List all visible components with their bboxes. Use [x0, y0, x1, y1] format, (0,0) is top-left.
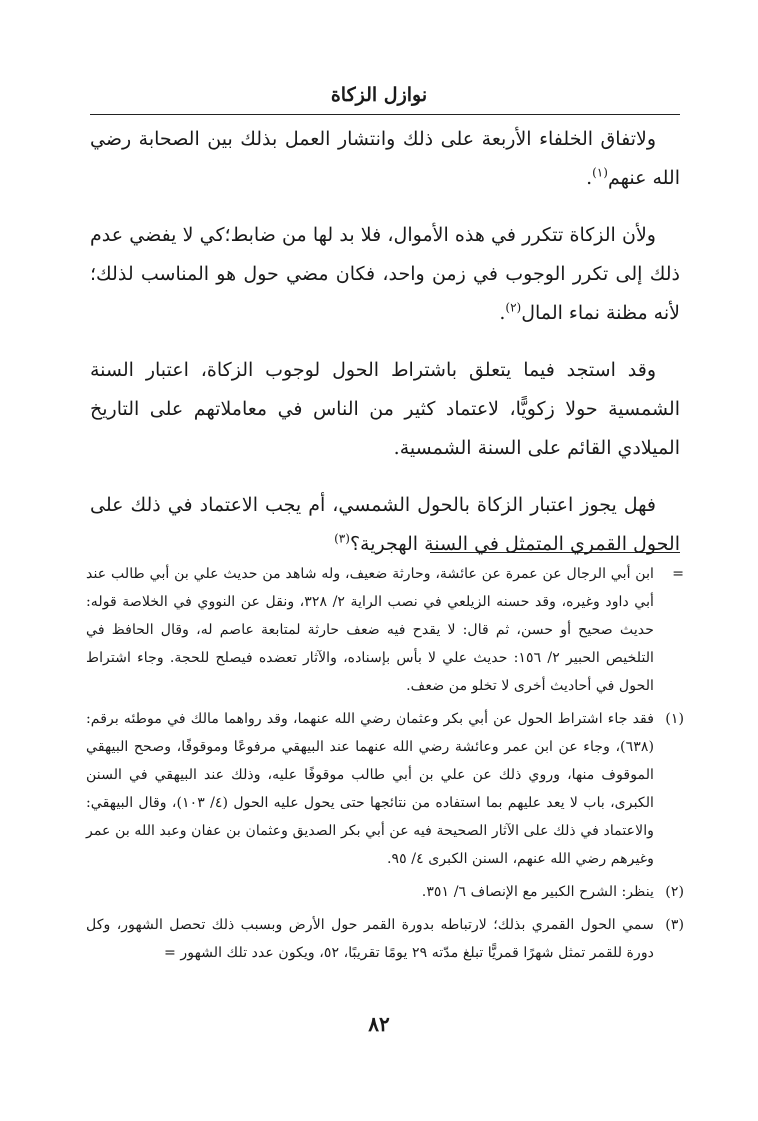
footnotes	[86, 560, 684, 972]
paragraph-text: وقد استجد فيما يتعلق باشتراط الحول لوجوب الزكاة، اعتبار السنة الشمسية حولا زكويًّا، لاعتماد كثير من الناس في معاملاتهم على التاريخ الميلادي القائم على السنة الشمسية.	[90, 359, 680, 459]
footnote-mark: (٢)	[665, 884, 684, 900]
footnote-1	[86, 705, 684, 873]
paragraph-tail: .	[586, 167, 593, 189]
header-rule	[90, 114, 680, 115]
footnote-text: ابن أبي الرجال عن عمرة عن عائشة، وحارثة ضعيف، وله شاهد من حديث علي بن أبي طالب عند أبي داود وغيره، وقد حسنه الزيلعي في نصب الراية ٢/ ٣٢٨، ونقل عن النووي في الخلاصة قوله: حديث صحيح أو حسن، ثم قال: لا يقدح فيه ضعف حارثة لمتابعة عاصم له، وقال الحافظ في التلخيص الحبير ٢/ ١٥٦: حديث علي لا بأس بإسناده، والآثار تعضده فيصلح للحجة. وجاء اشتراط الحول في أحاديث أخرى لا تخلو من ضعف.	[86, 566, 654, 694]
footnote-ref-1[interactable]: (١)	[592, 165, 608, 180]
main-text	[90, 120, 680, 564]
footnote-text: فقد جاء اشتراط الحول عن أبي بكر وعثمان رضي الله عنهما، وقد رواهما مالك في موطئه برقم: (٦٣٨)، وجاء عن ابن عمر وعائشة رضي الله عنهما عند البيهقي مرفوعًا وموقوفًا، وصحح البيهقي الموقوف منها، وروي ذلك عن علي بن أبي طالب موقوفًا عليه، وذلك عند البيهقي في السنن الكبرى، باب لا يعد عليهم بما استفاده من نتائجها حتى يحول عليه الحول (٤/ ١٠٣)، وقال البيهقي: والاعتماد في ذلك على الآثار الصحيحة فيه عن أبي بكر الصديق وعثمان بن عفان وعبد الله بن عمر وغيرهم رضي الله عنهم، السنن الكبرى ٤/ ٩٥.	[86, 711, 654, 867]
footnote-text: سمي الحول القمري بذلك؛ لارتباطه بدورة القمر حول الأرض وبسبب ذلك تحصل الشهور، وكل دورة للقمر تمثل شهرًا قمريًّا تبلغ مدّته ٢٩ يومًا تقريبًا، ٥٢، ويكون عدد تلك الشهور =	[86, 917, 654, 961]
footnote-continued	[86, 560, 684, 700]
paragraph-2	[90, 216, 680, 333]
footnote-mark: (١)	[665, 711, 684, 727]
footnote-2	[86, 878, 684, 906]
footnote-mark: =	[672, 566, 684, 582]
footnote-ref-3[interactable]: (٣)	[334, 531, 350, 546]
paragraph-text: ولاتفاق الخلفاء الأربعة على ذلك وانتشار العمل بذلك بين الصحابة رضي الله عنهم	[90, 128, 680, 189]
footnote-text: ينظر: الشرح الكبير مع الإنصاف ٦/ ٣٥١.	[421, 884, 654, 900]
footnote-separator	[430, 552, 680, 553]
paragraph-text: فهل يجوز اعتبار الزكاة بالحول الشمسي، أم يجب الاعتماد في ذلك على الحول القمري المتمثل في السنة الهجرية؟	[90, 494, 680, 555]
footnote-mark: (٣)	[665, 917, 684, 933]
running-header-title: نوازل الزكاة	[330, 84, 428, 106]
footnote-ref-2[interactable]: (٢)	[505, 300, 522, 315]
paragraph-1	[90, 120, 680, 198]
paragraph-text: ولأن الزكاة تتكرر في هذه الأموال، فلا بد لها من ضابط؛كي لا يفضي عدم ذلك إلى تكرر الوجوب في زمن واحد، فكان مضي حول هو المناسب لذلك؛ لأنه مظنة نماء المال	[90, 224, 680, 324]
paragraph-tail: .	[499, 302, 506, 324]
footnote-3	[86, 911, 684, 967]
paragraph-3	[90, 351, 680, 468]
page-number: ٨٢	[368, 1012, 390, 1036]
